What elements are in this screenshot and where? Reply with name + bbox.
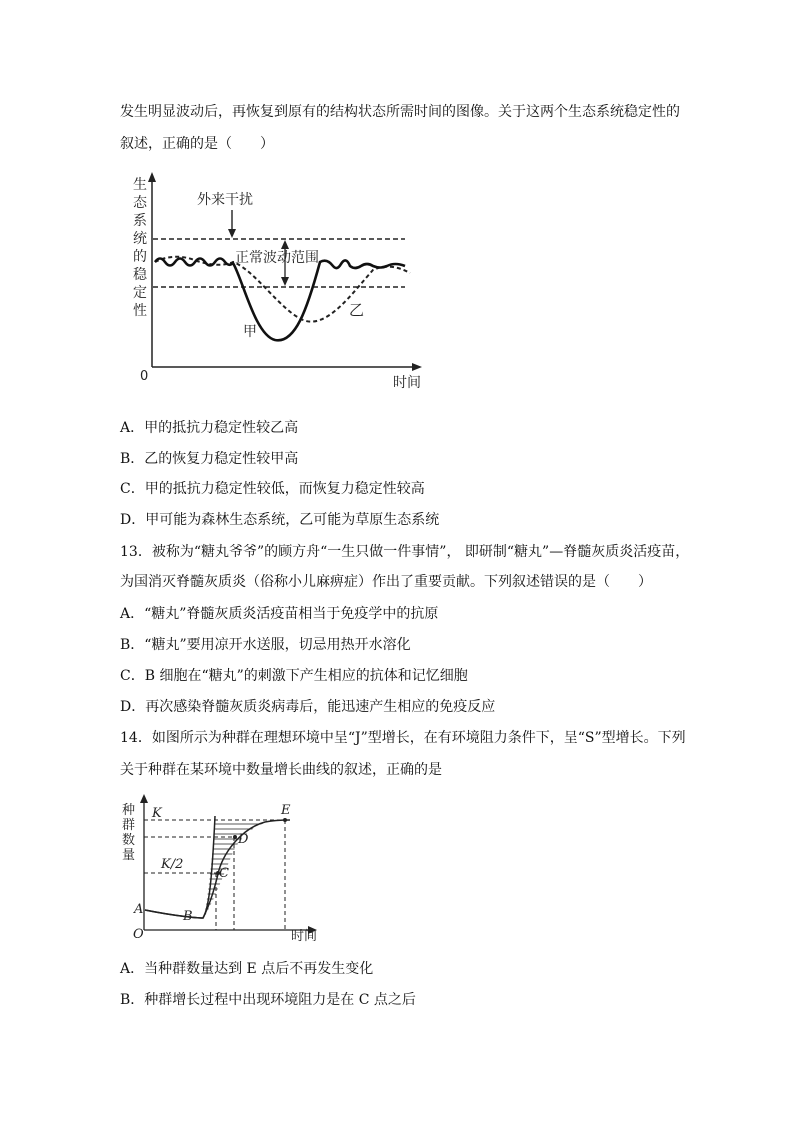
population-x-label: 时间	[291, 929, 318, 944]
range-arrow-top	[281, 240, 289, 249]
point-d-label: D	[238, 832, 249, 847]
svg-text:系: 系	[133, 213, 147, 229]
q13-option-a: A．“糖丸”脊髓灰质炎活疫苗相当于免疫学中的抗原	[120, 606, 439, 622]
q13-option-d: D．再次感染脊髓灰质炎病毒后，能迅速产生相应的免疫反应	[120, 699, 496, 715]
svg-text:性: 性	[133, 303, 147, 319]
svg-text:稳: 稳	[133, 267, 147, 283]
q14-stem-1: 14．如图所示为种群在理想环境中呈“J”型增长，在有环境阻力条件下，呈“S”型增长。下列	[120, 730, 686, 746]
svg-text:统: 统	[133, 231, 147, 247]
q14-stem-2: 关于种群在某环境中数量增长曲线的叙述，正确的是	[120, 762, 442, 778]
svg-text:群: 群	[122, 818, 136, 833]
q12-option-c: C．甲的抵抗力稳定性较低，而恢复力稳定性较高	[120, 481, 425, 497]
q13-option-c: C．B 细胞在“糖丸”的刺激下产生相应的抗体和记忆细胞	[120, 668, 468, 684]
range-label: 正常波动范围	[235, 250, 319, 266]
point-d-dot	[233, 835, 237, 839]
k-label: K	[152, 806, 162, 821]
point-a-label: A	[134, 902, 144, 917]
q14-option-a: A．当种群数量达到 E 点后不再发生变化	[120, 961, 374, 977]
stability-y-label	[133, 176, 148, 319]
q12-option-b: B．乙的恢复力稳定性较甲高	[120, 451, 299, 467]
population-y-label	[122, 803, 135, 863]
point-e-dot	[283, 818, 287, 822]
x-axis-arrow	[412, 363, 422, 371]
range-arrow-bottom	[281, 277, 289, 286]
y-axis-arrow	[148, 172, 156, 182]
point-e-label: E	[281, 803, 291, 818]
q13-option-b: B．“糖丸”要用凉开水送服，切忌用热开水溶化	[120, 637, 411, 653]
q14-option-b: B．种群增长过程中出现环境阻力是在 C 点之后	[120, 992, 416, 1008]
stability-x-label: 时间	[393, 375, 421, 391]
curve-yi-label: 乙	[349, 301, 365, 319]
population-origin: O	[133, 927, 144, 942]
svg-text:数: 数	[122, 833, 136, 848]
population-y-arrow	[140, 794, 148, 803]
population-growth-diagram	[115, 790, 345, 950]
point-c-label: C	[219, 866, 229, 881]
svg-text:的: 的	[133, 249, 147, 265]
k-half-label: K/2	[161, 857, 184, 872]
disturbance-label: 外来干扰	[197, 192, 253, 208]
q13-stem-2: 为国消灭脊髓灰质炎（俗称小儿麻痹症）作出了重要贡献。下列叙述错误的是（ ）	[120, 574, 652, 590]
point-b-label: B	[183, 909, 193, 924]
stability-diagram	[115, 170, 435, 395]
q12-option-a: A．甲的抵抗力稳定性较乙高	[120, 420, 299, 436]
svg-text:定: 定	[133, 285, 147, 301]
q12-option-d: D．甲可能为森林生态系统，乙可能为草原生态系统	[120, 512, 440, 528]
intro-line-2: 叙述，正确的是（ ）	[120, 136, 274, 152]
q13-stem-1: 13．被称为“糖丸爷爷”的顾方舟“一生只做一件事情”， 即研制“糖丸”—脊髓灰质炎活疫苗，	[120, 544, 690, 560]
disturbance-arrowhead	[228, 229, 236, 238]
curve-jia-label: 甲	[243, 324, 257, 340]
curve-jia	[155, 259, 405, 341]
svg-text:生: 生	[133, 177, 147, 193]
svg-text:态: 态	[133, 195, 147, 211]
intro-line-1: 发生明显波动后，再恢复到原有的结构状态所需时间的图像。关于这两个生态系统稳定性的	[120, 104, 680, 120]
stability-origin: 0	[140, 369, 149, 384]
svg-text:种: 种	[122, 803, 136, 818]
svg-text:量: 量	[122, 848, 136, 863]
